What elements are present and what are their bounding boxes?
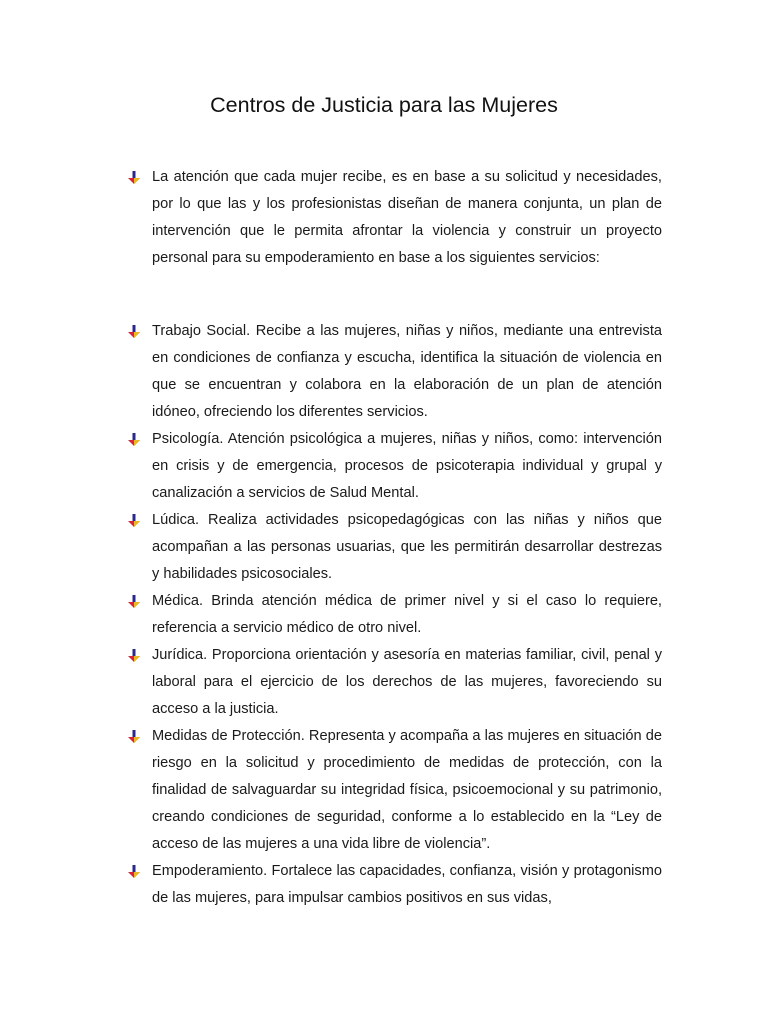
list-item-service xyxy=(128,507,662,588)
arrow-down-bullet-icon xyxy=(128,433,140,447)
arrow-down-bullet-icon xyxy=(128,649,140,663)
intro-list xyxy=(128,164,662,272)
list-item-service xyxy=(128,318,662,426)
service-text: Empoderamiento. Fortalece las capacidades, confianza, visión y protagonismo de las mujeres, para impulsar cambios positivos en sus vidas, xyxy=(152,863,662,906)
list-item-service xyxy=(128,642,662,723)
service-text: Trabajo Social. Recibe a las mujeres, niñas y niños, mediante una entrevista en condiciones de confianza y escucha, identifica la situación de violencia en que se encuentran y colabora en la elaboración de un plan de atención idóneo, ofreciendo los diferentes servicios. xyxy=(152,323,662,420)
arrow-down-bullet-icon xyxy=(128,865,140,879)
list-item-intro xyxy=(128,164,662,272)
arrow-down-bullet-icon xyxy=(128,595,140,609)
services-list xyxy=(128,318,662,912)
service-text: Lúdica. Realiza actividades psicopedagógicas con las niñas y niños que acompañan a las personas usuarias, que les permitirán desarrollar destrezas y habilidades psicosociales. xyxy=(152,512,662,582)
service-text: Médica. Brinda atención médica de primer nivel y si el caso lo requiere, referencia a servicio médico de otro nivel. xyxy=(152,593,662,636)
list-item-service xyxy=(128,588,662,642)
service-text: Medidas de Protección. Representa y acompaña a las mujeres en situación de riesgo en la solicitud y procedimiento de medidas de protección, con la finalidad de salvaguardar su integridad física, psicoemocional y su patrimonio, creando condiciones de seguridad, conforme a lo establecido en la “Ley de acceso de las mujeres a una vida libre de violencia”. xyxy=(152,728,662,852)
list-item-service xyxy=(128,858,662,912)
arrow-down-bullet-icon xyxy=(128,171,140,185)
arrow-down-bullet-icon xyxy=(128,514,140,528)
list-item-service xyxy=(128,426,662,507)
service-text: Jurídica. Proporciona orientación y asesoría en materias familiar, civil, penal y laboral para el ejercicio de los derechos de las mujeres, favoreciendo su acceso a la justicia. xyxy=(152,647,662,717)
page-title: Centros de Justicia para las Mujeres xyxy=(210,93,558,117)
intro-text: La atención que cada mujer recibe, es en base a su solicitud y necesidades, por lo que las y los profesionistas diseñan de manera conjunta, un plan de intervención que le permita afrontar la violencia y construir un proyecto personal para su empoderamiento en base a los siguientes servicios: xyxy=(152,169,662,266)
service-text: Psicología. Atención psicológica a mujeres, niñas y niños, como: intervención en crisis y de emergencia, procesos de psicoterapia individual y grupal y canalización a servicios de Salud Mental. xyxy=(152,431,662,501)
list-item-service xyxy=(128,723,662,858)
arrow-down-bullet-icon xyxy=(128,325,140,339)
arrow-down-bullet-icon xyxy=(128,730,140,744)
